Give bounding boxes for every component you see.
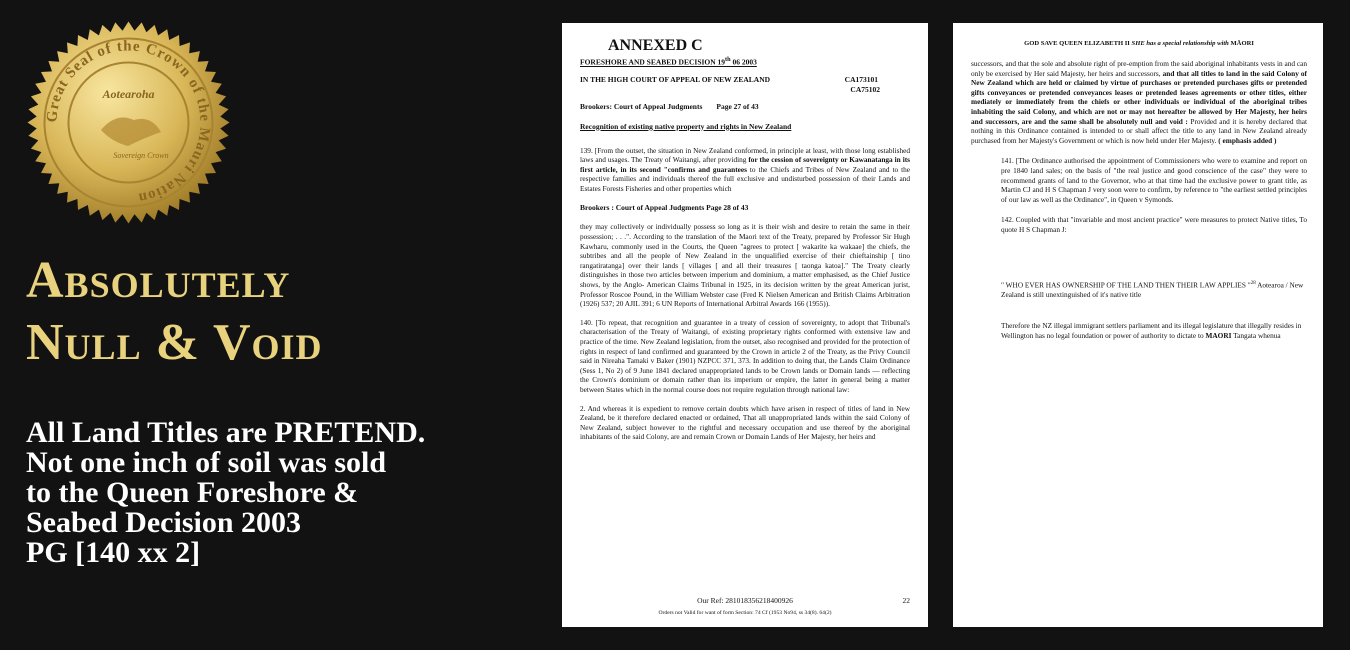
seal-center-top: Aotearoha xyxy=(102,87,155,101)
quote-block: " WHO EVER HAS OWNERSHIP OF THE LAND THEN THEIR LAW APPLIES "$^{28}$ Aotearoa / New Zealand is still unextinguished of it's native title xyxy=(1001,279,1304,299)
page-number: 22 xyxy=(902,596,910,605)
paragraph-140: 140. [To repeat, that recognition and guarantee in a treaty of cession of sovereignty, to adopt that Tribunal's characterisation of the Treaty of Waitangi, of existing proprietary rights conformed with extensive law and practice of the time. New Zealand legislation, from the outset, also recognised and provided for the protection of rights in respect of land confirmed and guaranteed by the Crown in article 2 of the Treaty, as the Privy Council said in Nireaha Tamaki v Baker (1901) NZPCC 371, 373. In addition to doing that, the Lands Claim Ordinance (Sess 1, No 2) of 9 June 1841 declared unappropriated lands to be Crown lands or Domain lands — reflecting the Crown's dominium or domain rather than its imperium or empire, the latter in general being a matter between States which in the normal course does not require regulation through national law: xyxy=(580,317,910,394)
footer-note: Orders not Valid for want of form Section: 74 Cf (1953 No94, ss 34(8). 64(2) xyxy=(658,610,832,616)
ordinance-paragraph: successors, and that the sole and absolute right of pre-emption from the said aboriginal inhabitants vests in and can only be exercised by Her said Majesty, her heirs and successors, and that all titles to land in the said Colony of New Zealand which are held or claimed by virtue of purchases or pretended purchases gifts or pretended gifts conveyances or pretended conveyances leases or pretended leases agreements or other titles, either mediately or immediately from the chiefs or other individuals or individual of the aboriginal tribes inhabiting the said Colony, and which are not or may not hereafter be allowed by Her Majesty, her heirs and successors, are and the same shall be absolutely null and void : Provided and it is hereby declared that nothing in this Ordinance contained is intended to or shall affect the title to any land in New Zealand already purchased from her Majesty's Government or which is now held under Her Majesty. ( emphasis added ) xyxy=(971,59,1308,145)
brookers-line-2: Brookers : Court of Appeal Judgments Page 28 of 43 xyxy=(580,203,749,213)
subtext xyxy=(26,418,546,568)
paragraph-141: 141. [The Ordinance authorised the appointment of Commissioners who were to examine and report on pre 1840 land sales; on the basis of "the real justice and good conscience of the case" they were to recommend grants of land to the Governor, who at that time had the exclusive power to grant title, as Martin CJ and H S Chapman J very soon were to confirm, by reference to "the earliest settled principles of our law as well as the Ordinance", in Queen v Symonds. xyxy=(1001,156,1307,204)
subtext-line: All Land Titles are PRETEND. xyxy=(26,416,426,449)
document-page-1 xyxy=(562,23,928,627)
gold-seal xyxy=(26,20,231,225)
subtext-line: PG [140 xx 2] xyxy=(26,536,201,569)
court-line: IN THE HIGH COURT OF APPEAL OF NEW ZEALAND CA173101 xyxy=(580,74,878,84)
conclusion-paragraph: Therefore the NZ illegal immigrant settlers parliament and its illegal legislature that illegally resides in Wellington has no legal foundation or power of authority to dictate to MAORI Tangata whenua xyxy=(1001,321,1302,340)
seal-center-bottom: Sovereign Crown xyxy=(113,151,169,160)
page2-header: GOD SAVE QUEEN ELIZABETH II SHE has a special relationship with MĀORI xyxy=(1024,40,1254,47)
seal-ring-text: Great Seal of the Crown of the Mauri Nation xyxy=(44,38,213,206)
headline-line-1: Absolutely xyxy=(26,252,291,309)
case-number: CA75102 xyxy=(850,84,880,94)
headline-line-2: Null & Void xyxy=(26,314,323,371)
page1-subtitle: FORESHORE AND SEABED DECISION 19th 06 2003 xyxy=(580,56,757,67)
page1-title: ANNEXED C xyxy=(608,37,703,54)
paragraph-142: 142. Coupled with that "invariable and most ancient practice" were measures to protect Native titles, To quote H S Chapman J: xyxy=(1001,215,1307,234)
subtext-line: Not one inch of soil was sold xyxy=(26,446,387,479)
paragraph-continued: they may collectively or individually possess so long as it is their wish and desire to retain the same in their possession; . . .". According to the translation of the Maori text of the Treaty, prepared by Professor Sir Hugh Kawharu, commonly used in the Courts, the Queen "agrees to protect [ wakarite ka wakaae] the chiefs, the subtribes and all the people of New Zealand in the unqualified exercise of their chieftainship [ tino rangatiratanga] over their lands [ villages [ and all their treasures [ taonga katoa]." The Treaty clearly distinguishes in those two articles between imperium and dominium, a matter emphasised, as the Chief Justice shows, by the Anglo- American Claims Tribunal in 1925, in its decision written by the great American jurist, Professor Roscoe Pound, in the William Webster case (Fred K Nielsen American and British Claims Arbitration (1926) 537; 20 AJIL 391; 6 UN Reports of International Arbitral Awards 166 (1955)). xyxy=(580,222,910,309)
subtext-line: to the Queen Foreshore & xyxy=(26,476,359,509)
document-page-2 xyxy=(953,23,1323,627)
headline xyxy=(26,250,526,374)
footer-reference: Our Ref: 281018356218400926 xyxy=(697,596,793,605)
section-heading: Recognition of existing native property and rights in New Zealand xyxy=(580,121,792,131)
paragraph-139: 139. [From the outset, the situation in New Zealand conformed, in principle at least, with those long established laws and usages. The Treaty of Waitangi, after providing for the cession of sovereignty or Kawanatanga in its first article, in its second "confirms and guarantees to the Chiefs and Tribes of New Zealand and to the respective families and individuals thereof the full exclusive and undisturbed possession of their Lands and Estates Forests Fisheries and other properties which xyxy=(580,145,910,193)
subtext-line: Seabed Decision 2003 xyxy=(26,506,302,539)
paragraph-2: 2. And whereas it is expedient to remove certain doubts which have arisen in respect of titles of land in New Zealand, be it therefore declared enacted or ordained, That all unappropriated lands within the said Colony of New Zealand, subject however to the rightful and necessary occupation and use thereof by the aboriginal inhabitants of the said Colony, are and remain Crown or Domain Lands of Her Majesty, her heirs and xyxy=(580,403,910,442)
brookers-line-1: Brookers: Court of Appeal Judgments Page 27 of 43 xyxy=(580,101,759,111)
